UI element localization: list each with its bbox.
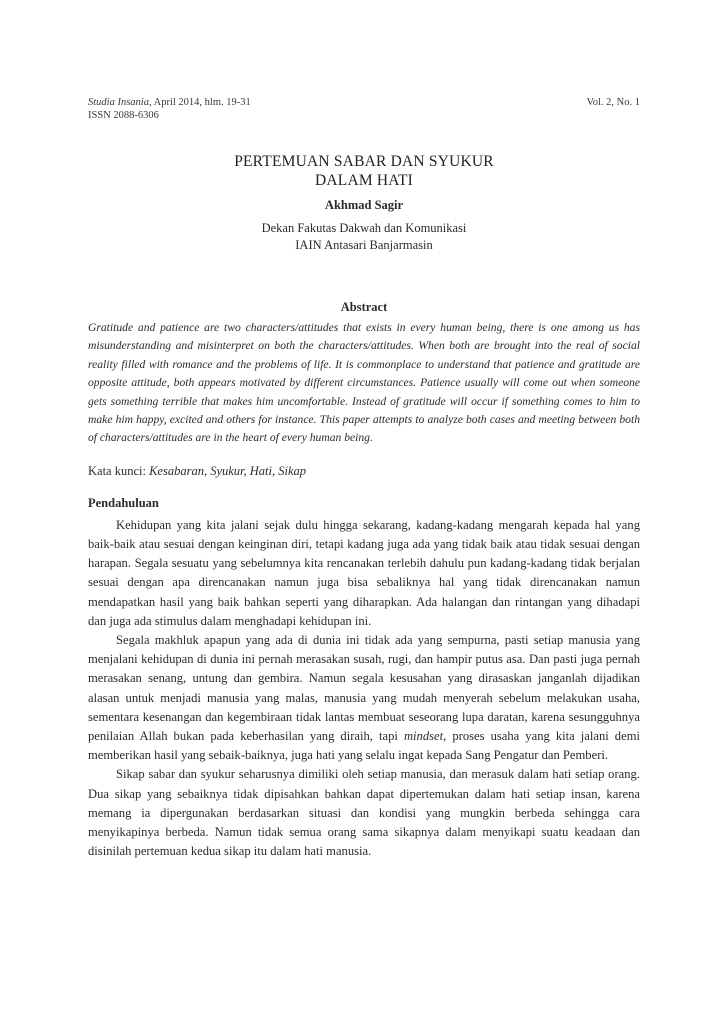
running-header (88, 96, 640, 122)
title-line-2: DALAM HATI (314, 172, 413, 189)
journal-issue: , April 2014, hlm. 19-31 (148, 97, 251, 108)
affiliation-line-2: IAIN Antasari Banjarmasin (295, 238, 433, 252)
journal-name: Studia Insania (88, 97, 149, 108)
volume-number: Vol. 2, No. 1 (586, 97, 640, 108)
paper-page (88, 96, 640, 862)
author-affiliation (88, 220, 640, 254)
paragraph-1: Kehidupan yang kita jalani sejak dulu hingga sekarang, kadang-kadang mengarah kepada hal yang baik-baik atau sesuai dengan keinginan diri, tetapi kadang juga ada yang tidak baik atau tidak sesuai dengan harapan. Segala sesuatu yang sebelumnya kita rencanakan terlebih dahulu pun kadang-kadang tidak berjalan sesuai dengan apa direncanakan namun juga bisa sebaliknya hal yang tidak direncanakan namun mendapatkan hasil yang baik bahkan seperti yang diharapkan. Ada halangan dan rintangan yang dihadapi dan juga ada stimulus dalam menghadapi kehidupan ini. (88, 517, 640, 628)
keywords-label: Kata kunci: (88, 463, 150, 478)
paragraph-3: Sikap sabar dan syukur seharusnya dimiliki oleh setiap manusia, dan merasuk dalam hati setiap orang. Dua sikap yang sebaiknya tidak dipisahkan bahkan dapat dipertemukan dalam hati setiap insan, karena memang ia dipergunakan berdasarkan situasi dan kondisi yang mungkin berbeda sehingga cara menyikapinya berbeda. Namun tidak semua orang sama sikapnya dalam menyikapi suatu keadaan dan disinilah pertemuan kedua sikap itu dalam hati manusia. (88, 767, 640, 859)
issn: ISSN 2088-6306 (88, 110, 159, 121)
paragraph-2 (88, 631, 640, 765)
paper-title (88, 152, 640, 190)
journal-citation (88, 96, 251, 109)
abstract-heading: Abstract (340, 300, 388, 314)
paragraph-2-text-a: Segala makhluk apapun yang ada di dunia ini tidak ada yang sempurna, pasti setiap manusia yang menjalani kehidupan di dunia ini pernah merasakan susah, rugi, dan hampir putus asa. Dan pasti juga pernah merasakan senang, untung dan gembira. Namun segala kesusahan yang dirasaskan janganlah dijadikan alasan untuk menjadi manusia yang malas, manusia yang mudah menyerah sebelum melakukan usaha, sementara kesenangan dan kegembiraan tidak lantas membuat seseorang lupa daratan, karena sesungguhnya penilaian Allah bukan pada keberhasilan yang diraih, tapi (88, 633, 640, 744)
journal-info (88, 96, 251, 122)
affiliation-line-1: Dekan Fakutas Dakwah dan Komunikasi (261, 221, 467, 235)
keywords (88, 464, 640, 479)
title-line-1: PERTEMUAN SABAR DAN SYUKUR (234, 153, 494, 170)
author-name: Akhmad Sagir (324, 198, 404, 212)
keywords-value: Kesabaran, Syukur, Hati, Sikap (149, 463, 307, 478)
section-heading: Pendahuluan (88, 495, 159, 510)
paragraph-2-text-b: , proses usaha yang kita jalani demi memberikan hasil yang sebaik-baiknya, juga hati yang selalu ingat kepada Sang Pengatur dan Pemberi. (88, 729, 640, 763)
paragraph-2-emphasis: mindset (403, 729, 444, 744)
abstract-text: Gratitude and patience are two characters/attitudes that exists in every human being, there is one among us has misunderstanding and misinterpret on both the characters/attitudes. When both are brought into the real of social reality filled with romance and the problems of life. It is commonplace to understand that patience and gratitude are opposite attitude, both appears motivated by different circumstances. Patience usually will come out when someone gets something terrible that makes him uncomfortable. Instead of gratitude will occur if something comes to him to make him happy, excited and others for instance. This paper attempts to analyze both cases and meeting between both of characters/attitudes are in the heart of every human being. (88, 321, 640, 445)
